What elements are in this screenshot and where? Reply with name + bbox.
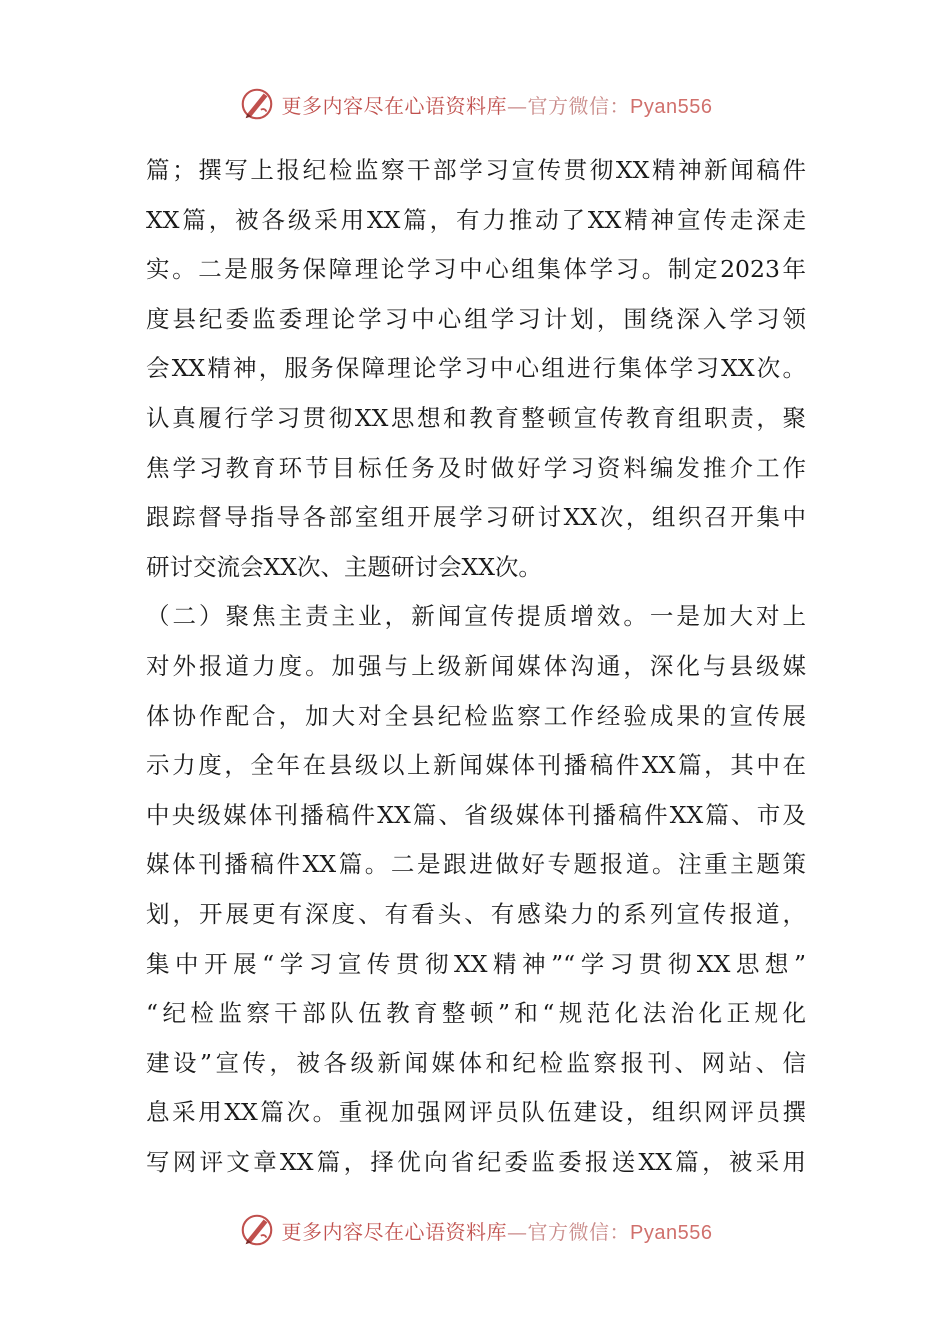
header-banner-title: 更多内容尽在心语资料库 [281,93,508,118]
footer-banner-wechat-label: —官方微信： [507,1219,631,1244]
body-line: 认真履行学习贯彻XX思想和教育整顿宣传教育组职责，聚 [146,403,806,432]
body-line: 研讨交流会XX次、主题研讨会XX次。 [146,552,542,581]
body-line: 集中开展“学习宣传贯彻XX精神”“学习贯彻XX思想” [146,949,806,978]
body-line: 体协作配合，加大对全县纪检监察工作经验成果的宣传展 [146,701,806,730]
footer-banner-title: 更多内容尽在心语资料库 [281,1219,508,1244]
body-line: 焦学习教育环节目标任务及时做好学习资料编发推介工作 [146,453,806,482]
body-line: 息采用XX篇次。重视加强网评员队伍建设，组织网评员撰 [146,1098,806,1127]
header-watermark-banner [0,82,950,126]
body-line: 会XX精神，服务保障理论学习中心组进行集体学习XX次。 [146,354,806,383]
body-line: XX篇，被各级采用XX篇，有力推动了XX精神宣传走深走 [146,205,806,234]
header-banner-wechat-label: —官方微信： [507,93,631,118]
pen-circle-logo-icon [238,1211,276,1249]
body-line: 写网评文章XX篇，择优向省纪委监委报送XX篇，被采用 [146,1147,806,1176]
footer-watermark-banner [0,1208,950,1252]
body-line: 对外报道力度。加强与上级新闻媒体沟通，深化与县级媒 [146,651,806,680]
body-line: 中央级媒体刊播稿件XX篇、省级媒体刊播稿件XX篇、市及 [146,800,806,829]
body-line: 度县纪委监委理论学习中心组学习计划，围绕深入学习领 [146,304,806,333]
footer-banner-text [282,1216,713,1245]
body-line: 跟踪督导指导各部室组开展学习研讨XX次，组织召开集中 [146,503,806,532]
header-banner-text [282,90,713,119]
body-line: 建设”宣传，被各级新闻媒体和纪检监察报刊、网站、信 [146,1048,806,1077]
footer-banner-wechat-id: Pyan556 [630,1221,713,1244]
pen-circle-logo-icon [238,85,276,123]
body-line: 实。二是服务保障理论学习中心组集体学习。制定2023年 [146,255,806,284]
body-line: “纪检监察干部队伍教育整顿”和“规范化法治化正规化 [146,999,806,1028]
document-body [146,146,806,1187]
body-line: （二）聚焦主责主业，新闻宣传提质增效。一是加大对上 [146,602,806,631]
body-line: 示力度，全年在县级以上新闻媒体刊播稿件XX篇，其中在 [146,751,806,780]
body-line: 篇；撰写上报纪检监察干部学习宣传贯彻XX精神新闻稿件 [146,156,806,184]
body-line: 媒体刊播稿件XX篇。二是跟进做好专题报道。注重主题策 [146,850,806,879]
header-banner-wechat-id: Pyan556 [630,95,713,118]
body-line: 划，开展更有深度、有看头、有感染力的系列宣传报道， [146,899,806,928]
